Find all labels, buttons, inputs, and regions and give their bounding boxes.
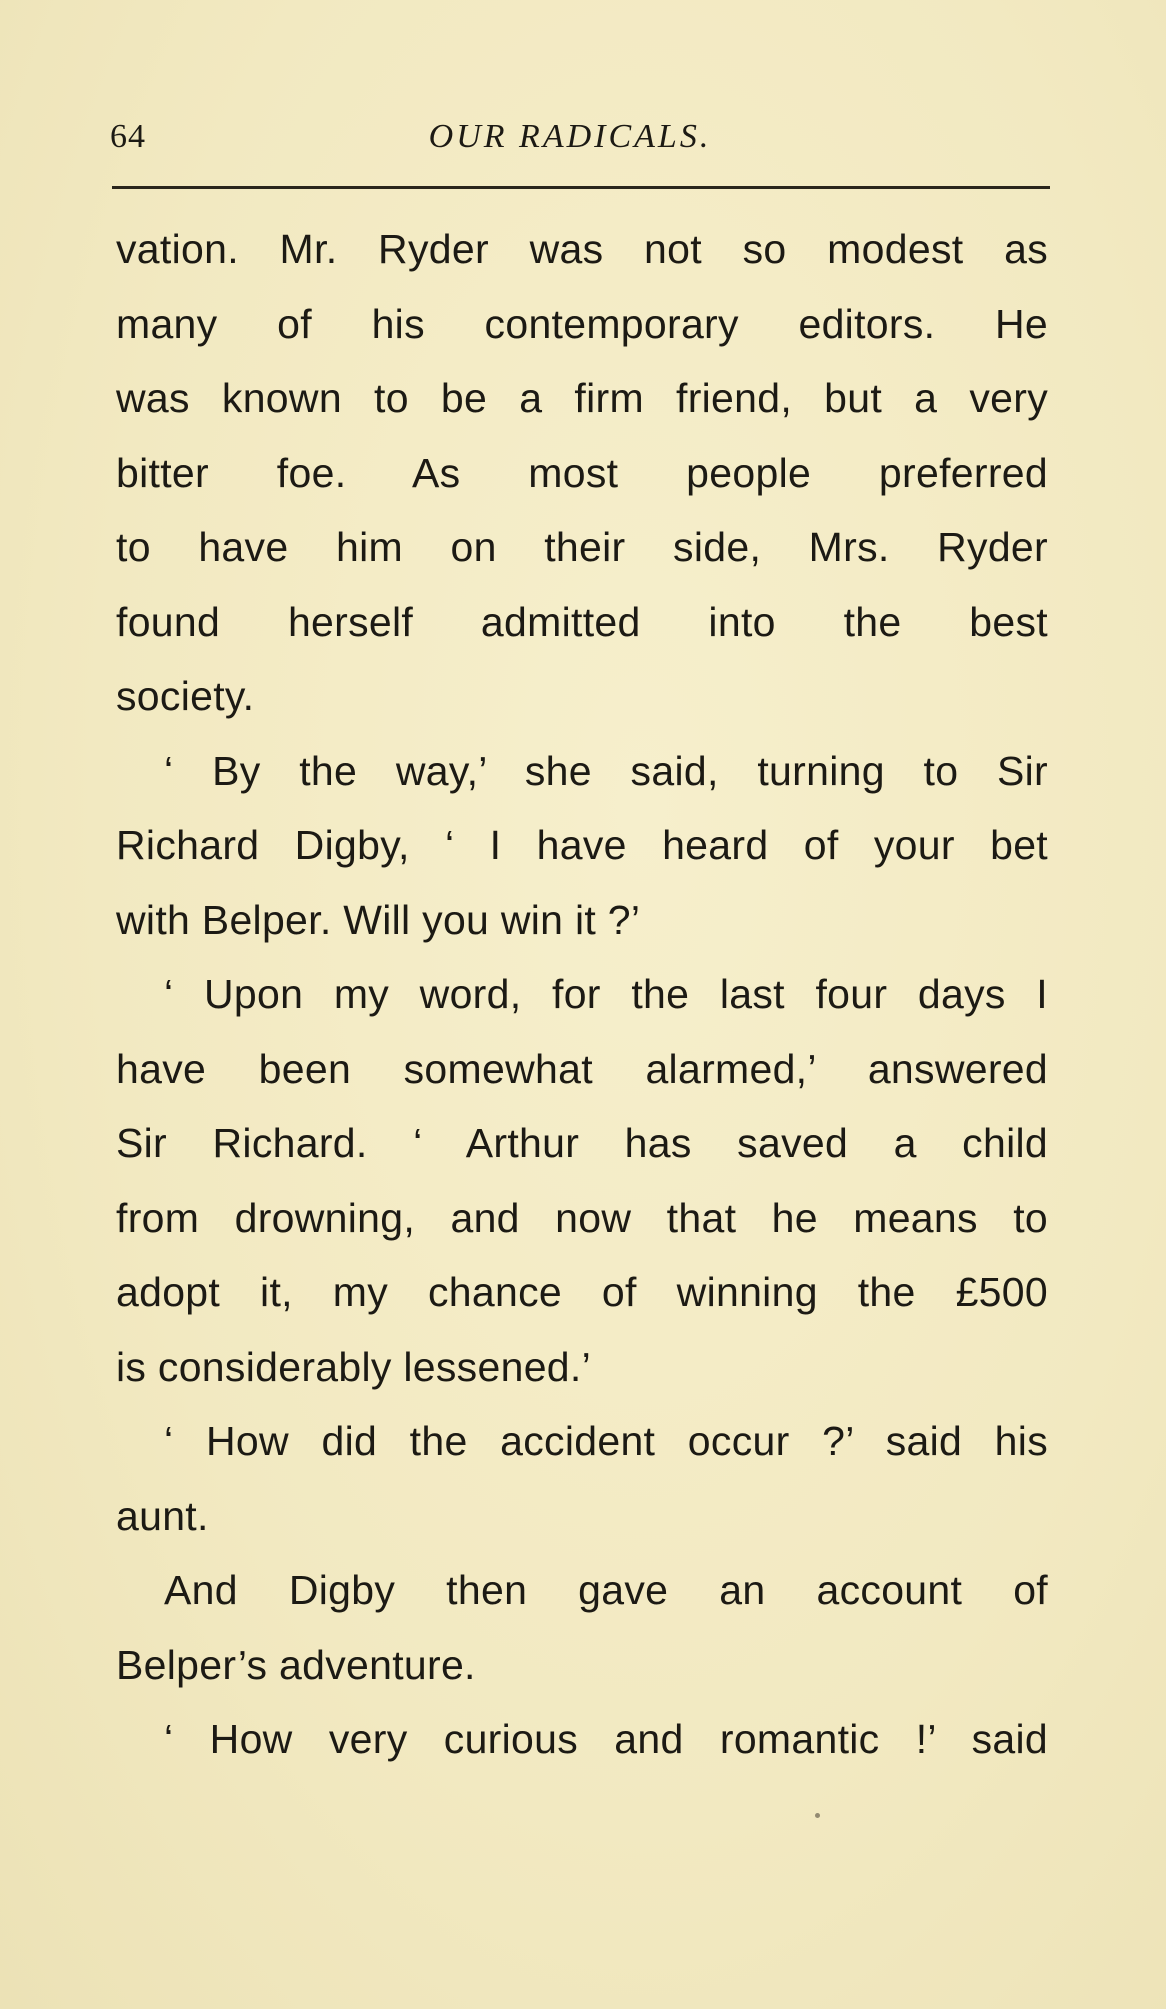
text-line: found herself admitted into the best [116,598,1048,645]
text-line: from drowning, and now that he means to [116,1194,1048,1241]
text-line: And Digby then gave an account of [164,1567,1048,1613]
text-line: Richard Digby, ‘ I have heard of your bet [116,822,1048,868]
text-line: ‘ By the way,’ she said, turning to Sir [164,747,1048,794]
text-line: Sir Richard. ‘ Arthur has saved a child [116,1120,1048,1166]
running-head [110,118,1050,168]
text-line: society. [116,673,255,719]
text-line: Belper’s adventure. [116,1641,476,1688]
text-line: have been somewhat alarmed,’ answered [116,1045,1048,1092]
text-line: with Belper. Will you win it ?’ [116,896,641,943]
text-line: vation. Mr. Ryder was not so modest as [116,226,1048,272]
text-line: ‘ Upon my word, for the last four days I [164,971,1048,1017]
text-line: to have him on their side, Mrs. Ryder [116,524,1048,570]
text-line: ‘ How very curious and romantic !’ said [164,1716,1048,1762]
text-line: was known to be a firm friend, but a very [116,375,1048,421]
text-line: adopt it, my chance of winning the £500 [116,1269,1048,1315]
text-line: many of his contemporary editors. He [116,300,1048,347]
header-rule [112,186,1050,189]
text-line: aunt. [116,1492,209,1539]
paper-speck [815,1813,820,1818]
text-line: ‘ How did the accident occur ?’ said his [164,1418,1048,1464]
text-line: bitter foe. As most people preferred [116,449,1048,496]
body-text [116,212,1048,1777]
text-line: is considerably lessened.’ [116,1343,591,1390]
running-title: OUR RADICALS. [428,118,712,155]
page-number: 64 [110,118,146,155]
